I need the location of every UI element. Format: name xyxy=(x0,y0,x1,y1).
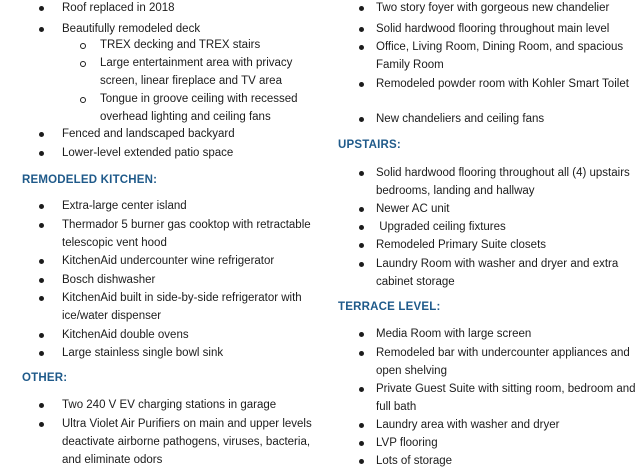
list-item: Bosch dishwasher xyxy=(62,274,156,286)
bullet xyxy=(39,333,44,338)
bullet xyxy=(39,223,44,228)
list-item: Large stainless single bowl sink xyxy=(62,347,224,359)
list-item: Solid hardwood flooring throughout all (4) upstairs bedrooms, landing and hallway xyxy=(376,167,630,197)
list-item: Beautifully remodeled deck xyxy=(62,23,201,35)
list-item: Remodeled Primary Suite closets xyxy=(376,239,547,251)
list-item: TREX decking and TREX stairs xyxy=(100,39,261,51)
bullet xyxy=(359,262,364,267)
bullet xyxy=(359,423,364,428)
bullet xyxy=(39,296,44,301)
list-item: Remodeled bar with undercounter appliances and open shelving xyxy=(376,347,630,377)
bullet xyxy=(359,441,364,446)
list-item: Tongue in groove ceiling with recessed overhead lighting and ceiling fans xyxy=(100,93,298,123)
bullet xyxy=(39,259,44,264)
list-item: LVP flooring xyxy=(376,437,438,449)
list-item: Two story foyer with gorgeous new chandelier xyxy=(376,2,610,14)
list-item: Laundry area with washer and dryer xyxy=(376,419,560,431)
list-item: Thermador 5 burner gas cooktop with retractable telescopic vent hood xyxy=(62,219,311,249)
list-item: New chandeliers and ceiling fans xyxy=(376,113,545,125)
list-item: Extra-large center island xyxy=(62,200,187,212)
list-item: KitchenAid double ovens xyxy=(62,329,189,341)
bullet xyxy=(359,207,364,212)
section-heading-kitchen: REMODELED KITCHEN: xyxy=(22,174,158,186)
bullet xyxy=(359,332,364,337)
bullet xyxy=(359,117,364,122)
bullet xyxy=(359,243,364,248)
section-heading-other: OTHER: xyxy=(22,372,68,384)
list-item: Media Room with large screen xyxy=(376,328,532,340)
bullet xyxy=(359,82,364,87)
bullet xyxy=(359,225,364,230)
list-item: Newer AC unit xyxy=(376,203,450,215)
list-item: KitchenAid undercounter wine refrigerator xyxy=(62,255,275,267)
bullet xyxy=(39,204,44,209)
bullet xyxy=(39,422,44,427)
list-item: Roof replaced in 2018 xyxy=(62,2,175,14)
bullet xyxy=(39,151,44,156)
list-item: Private Guest Suite with sitting room, bedroom and full bath xyxy=(376,383,636,413)
bullet xyxy=(80,43,86,49)
list-item: Lots of storage xyxy=(376,455,453,467)
list-item: Upgraded ceiling fixtures xyxy=(376,221,506,233)
list-item: Solid hardwood flooring throughout main level xyxy=(376,23,610,35)
list-item: Ultra Violet Air Purifiers on main and upper levels deactivate airborne pathogens, viruses, bacteria, and eliminate odors xyxy=(62,418,312,466)
bullet xyxy=(359,171,364,176)
list-item: Laundry Room with washer and dryer and extra cabinet storage xyxy=(376,258,619,288)
bullet xyxy=(359,45,364,50)
bullet xyxy=(80,97,86,103)
list-item: Two 240 V EV charging stations in garage xyxy=(62,399,277,411)
section-heading-upstairs: UPSTAIRS: xyxy=(338,139,401,151)
list-item: Office, Living Room, Dining Room, and spacious Family Room xyxy=(376,41,624,71)
bullet xyxy=(39,6,44,11)
bullet xyxy=(359,387,364,392)
bullet xyxy=(80,61,86,67)
bullet xyxy=(39,132,44,137)
list-item: Remodeled powder room with Kohler Smart Toilet xyxy=(376,78,629,90)
list-item: Fenced and landscaped backyard xyxy=(62,128,235,140)
bullet xyxy=(359,6,364,11)
list-item: Lower-level extended patio space xyxy=(62,147,234,159)
bullet xyxy=(359,351,364,356)
bullet xyxy=(39,403,44,408)
bullet xyxy=(39,27,44,32)
bullet xyxy=(39,278,44,283)
list-item: Large entertainment area with privacy screen, linear fireplace and TV area xyxy=(100,57,293,87)
bullet xyxy=(39,351,44,356)
list-item: KitchenAid built in side-by-side refrigerator with ice/water dispenser xyxy=(62,292,302,322)
bullet xyxy=(359,27,364,32)
section-heading-terrace: TERRACE LEVEL: xyxy=(338,301,441,313)
